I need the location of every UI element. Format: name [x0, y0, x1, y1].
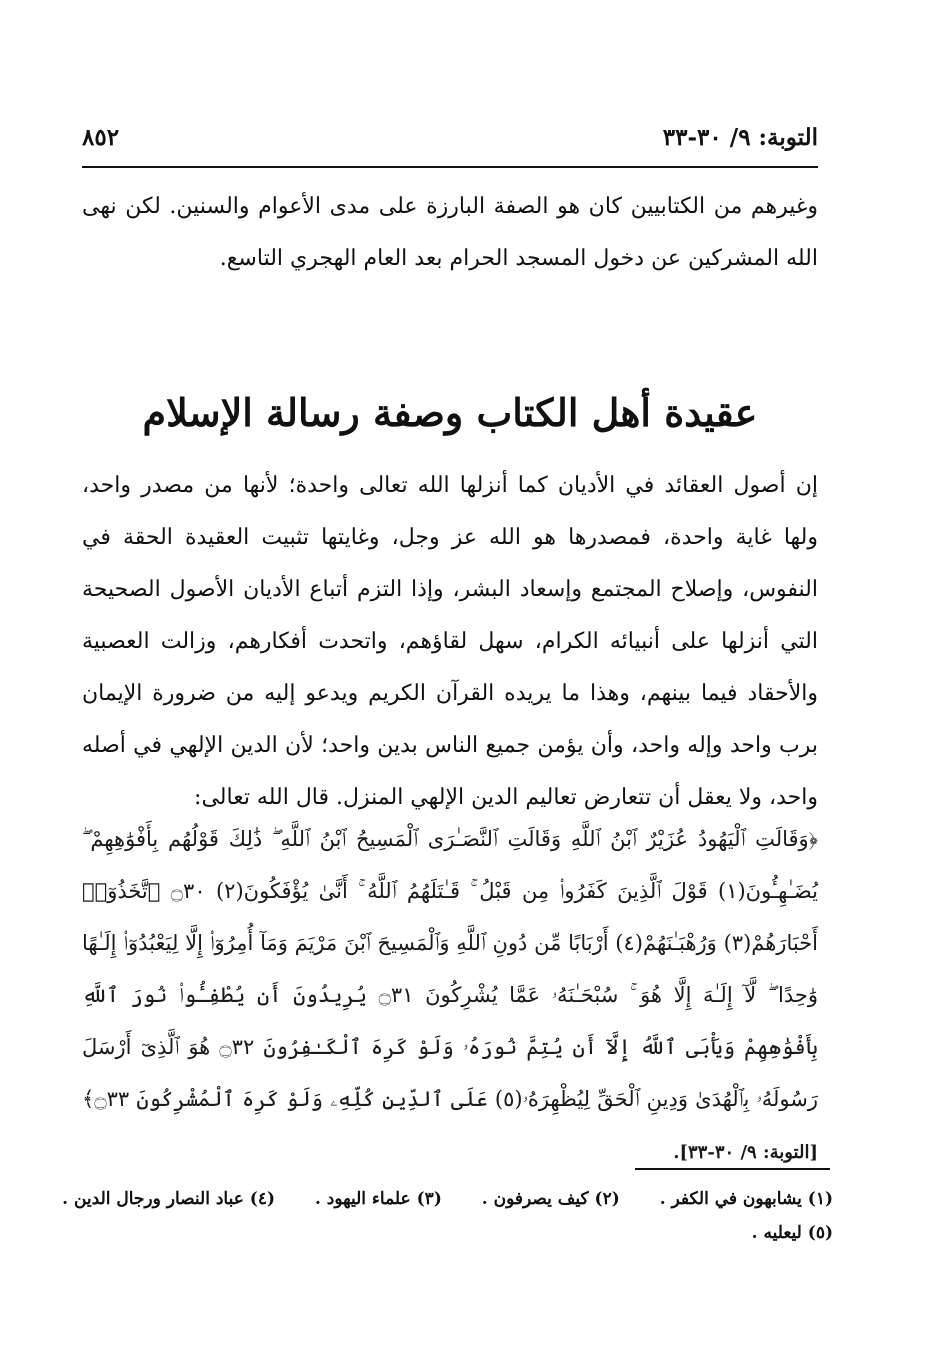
header-divider: [82, 166, 818, 168]
footnote-item: (٣) علماء اليهود .: [314, 1189, 442, 1209]
footnote-item: (٥) ليعليه .: [751, 1223, 833, 1243]
footnotes: [62, 1182, 833, 1250]
section-paragraph: إن أصول العقائد في الأديان كما أنزلها الله تعالى واحدة؛ لأنها من مصدر واحد، ولها غاية واحدة، فمصدرها هو الله عز وجل، وغايتها تثبيت العقيدة الحقة في النفوس، وإصلاح المجتمع وإسعاد البشر، وإذا التزم أتباع الأديان الأصول الصحيحة التي أنزلها على أنبيائه الكرام، سهل لقاؤهم، واتحدت أفكارهم، وزالت العصبية والأحقاد فيما بينهم، وهذا ما يريده القرآن الكريم ويدعو إليه من ضرورة الإيمان برب واحد وإله واحد، وأن يؤمن جميع الناس بدين واحد؛ لأن الدين الإلهي في أصله واحد، ولا يعقل أن تتعارض تعاليم الدين الإلهي المنزل. قال الله تعالى:: [82, 473, 818, 810]
intro-paragraph: وغيرهم من الكتابيين كان هو الصفة البارزة على مدى الأعوام والسنين. لكن نهى الله المشركين عن دخول المسجد الحرام بعد العام الهجري التاسع.: [82, 194, 818, 271]
verse-reference: [التوبة: ٩/ ٣٠-٣٣].: [673, 1142, 818, 1163]
header-title: التوبة: ٩/ ٣٠-٣٣: [662, 124, 818, 151]
footnote-item: (١) يشابهون في الكفر .: [659, 1189, 833, 1209]
footnote-item: (٤) عباد النصار ورجال الدين .: [62, 1189, 276, 1209]
footnote-line-2: [82, 1216, 833, 1250]
quran-verse: [82, 813, 818, 1179]
footnote-divider: [635, 1168, 830, 1170]
footnote-line-1: [62, 1182, 833, 1216]
section-heading: عقيدة أهل الكتاب وصفة رسالة الإسلام: [142, 390, 758, 435]
running-header: [82, 118, 818, 158]
page-number: ٨٥٢: [82, 124, 120, 151]
footnote-item: (٢) كيف يصرفون .: [481, 1189, 620, 1209]
verse-text: ﴿وَقَالَتِ ٱلْيَهُودُ عُزَيْرٌ ٱبْنُ ٱللَّهِ وَقَالَتِ ٱلنَّصَـٰرَى ٱلْمَسِيحُ ٱبْنُ ٱللَّهِ ۖ ذَٰلِكَ قَوْلُهُم بِأَفْوَٰهِهِمْ ۖ يُضَـٰهِـُٔونَ(١) قَوْلَ ٱلَّذِينَ كَفَرُوا۟ مِن قَبْلُ ۚ قَـٰتَلَهُمُ ٱللَّهُ ۚ أَنَّىٰ يُؤْفَكُونَ(٢) ۝٣٠ ٱتَّخَذُوٓا۟ أَحْبَارَهُمْ(٣) وَرُهْبَـٰنَهُمْ(٤) أَرْبَابًا مِّن دُونِ ٱللَّهِ وَٱلْمَسِيحَ ٱبْنَ مَرْيَمَ وَمَآ أُمِرُوٓا۟ إِلَّا لِيَعْبُدُوٓا۟ إِلَـٰهًا وَٰحِدًا ۖ لَّآ إِلَـٰهَ إِلَّا هُوَ ۚ سُبْحَـٰنَهُۥ عَمَّا يُشْرِكُونَ ۝٣١ يُرِيدُونَ أَن يُطْفِـُٔوا۟ نُورَ ٱللَّهِ بِأَفْوَٰهِهِمْ وَيَأْبَى ٱللَّهُ إِلَّآ أَن يُتِمَّ نُورَهُۥ وَلَوْ كَرِهَ ٱلْكَـٰفِرُونَ ۝٣٢ هُوَ ٱلَّذِىٓ أَرْسَلَ رَسُولَهُۥ بِٱلْهُدَىٰ وَدِينِ ٱلْحَقِّ لِيُظْهِرَهُۥ(٥) عَلَى ٱلدِّينِ كُلِّهِۦ وَلَوْ كَرِهَ ٱلْمُشْرِكُونَ ۝٣٣﴾: [82, 827, 818, 1111]
